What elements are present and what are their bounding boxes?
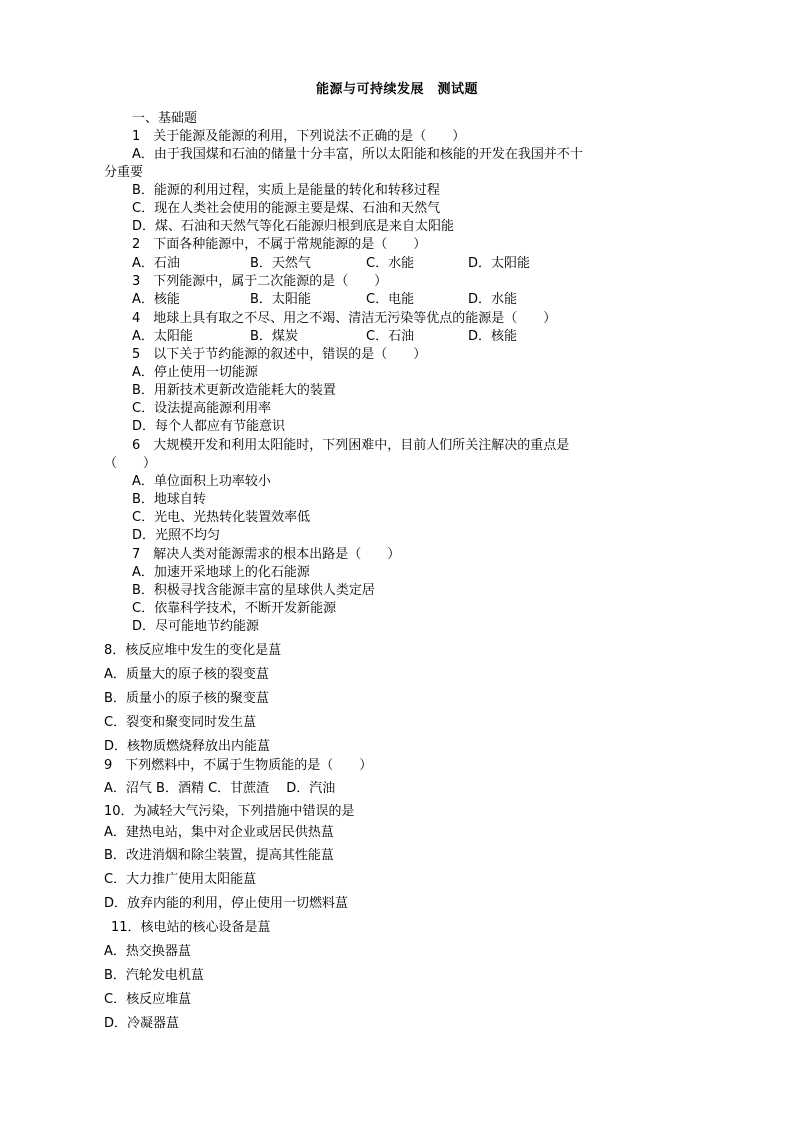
q4-option-c: C．石油 — [366, 329, 415, 344]
q6-stem-line2: （ ） — [104, 456, 157, 471]
q6-option-c: C．光电、光热转化装置效率低 — [132, 510, 311, 525]
q4-option-a: A．太阳能 — [132, 329, 193, 344]
q4-stem: 4 地球上具有取之不尽、用之不竭、清洁无污染等优点的能源是（ ） — [132, 311, 557, 326]
q10-option-b: B．改进消烟和除尘装置，提高其性能蒀 — [104, 848, 334, 863]
q1-option-a-line2: 分重要 — [104, 165, 144, 180]
q10-stem: 10．为减轻大气污染，下列措施中错误的是 — [104, 804, 355, 819]
q2-option-c: C．水能 — [366, 256, 415, 271]
q6-option-d: D．光照不均匀 — [132, 528, 221, 543]
q3-option-b: B．太阳能 — [250, 292, 311, 307]
q2-option-b: B．天然气 — [250, 256, 311, 271]
q5-option-b: B．用新技术更新改造能耗大的装置 — [132, 383, 336, 398]
q11-option-b: B．汽轮发电机蒀 — [104, 968, 204, 983]
q7-option-b: B．积极寻找含能源丰富的星球供人类定居 — [132, 583, 375, 598]
q1-stem: 1 关于能源及能源的利用，下列说法不正确的是（ ） — [132, 129, 466, 144]
q7-stem: 7 解决人类对能源需求的根本出路是（ ） — [132, 547, 401, 562]
q6-stem-line1: 6 大规模开发和利用太阳能时，下列困难中，目前人们所关注解决的重点是 — [132, 438, 570, 453]
q9-stem: 9 下列燃料中，不属于生物质能的是（ ） — [104, 758, 373, 773]
q5-option-d: D．每个人都应有节能意识 — [132, 419, 286, 434]
q6-option-a: A．单位面积上功率较小 — [132, 474, 271, 489]
q6-option-b: B．地球自转 — [132, 492, 206, 507]
q3-option-d: D．水能 — [468, 292, 518, 307]
q8-option-a: A．质量大的原子核的裂变蒀 — [104, 667, 269, 682]
q8-stem: 8．核反应堆中发生的变化是蒀 — [104, 643, 282, 658]
q4-option-b: B．煤炭 — [250, 329, 298, 344]
q8-option-b: B．质量小的原子核的聚变蒀 — [104, 691, 269, 706]
q2-stem: 2 下面各种能源中，不属于常规能源的是（ ） — [132, 237, 427, 252]
q3-stem: 3 下列能源中，属于二次能源的是（ ） — [132, 274, 388, 289]
q10-option-a: A．建热电站，集中对企业或居民供热蒀 — [104, 825, 334, 840]
q4-option-d: D．核能 — [468, 329, 518, 344]
q10-option-d: D．放弃内能的利用，停止使用一切燃料蒀 — [104, 896, 349, 911]
q11-option-d: D．冷凝器蒀 — [104, 1016, 180, 1031]
q1-option-d: D．煤、石油和天然气等化石能源归根到底是来自太阳能 — [132, 219, 455, 234]
q8-option-d: D．核物质燃烧释放出内能蒀 — [104, 739, 271, 754]
q7-option-a: A．加速开采地球上的化石能源 — [132, 565, 310, 580]
q8-option-c: C．裂变和聚变同时发生蒀 — [104, 715, 257, 730]
q5-option-a: A．停止使用一切能源 — [132, 365, 258, 380]
q1-option-a-line1: A．由于我国煤和石油的储量十分丰富，所以太阳能和核能的开发在我国并不十 — [132, 147, 583, 162]
q1-option-b: B．能源的利用过程，实质上是能量的转化和转移过程 — [132, 183, 440, 198]
q11-option-a: A．热交换器蒀 — [104, 944, 191, 959]
q11-stem: 11．核电站的核心设备是蒀 — [111, 920, 271, 935]
q7-option-c: C．依靠科学技术，不断开发新能源 — [132, 601, 337, 616]
q5-option-c: C．设法提高能源利用率 — [132, 401, 272, 416]
q11-option-c: C．核反应堆蒀 — [104, 992, 192, 1007]
q3-option-c: C．电能 — [366, 292, 415, 307]
q5-stem: 5 以下关于节约能源的叙述中，错误的是（ ） — [132, 347, 427, 362]
q10-option-c: C．大力推广使用太阳能蒀 — [104, 872, 257, 887]
q9-options: A．沼气 B．酒精 C．甘蔗渣 D．汽油 — [104, 781, 336, 796]
q2-option-a: A．石油 — [132, 256, 180, 271]
document-title: 能源与可持续发展 测试题 — [315, 82, 478, 97]
q2-option-d: D．太阳能 — [468, 256, 531, 271]
q7-option-d: D．尽可能地节约能源 — [132, 619, 260, 634]
q3-option-a: A．核能 — [132, 292, 180, 307]
q1-option-c: C．现在人类社会使用的能源主要是煤、石油和天然气 — [132, 201, 441, 216]
section-heading: 一、基础题 — [132, 111, 198, 126]
